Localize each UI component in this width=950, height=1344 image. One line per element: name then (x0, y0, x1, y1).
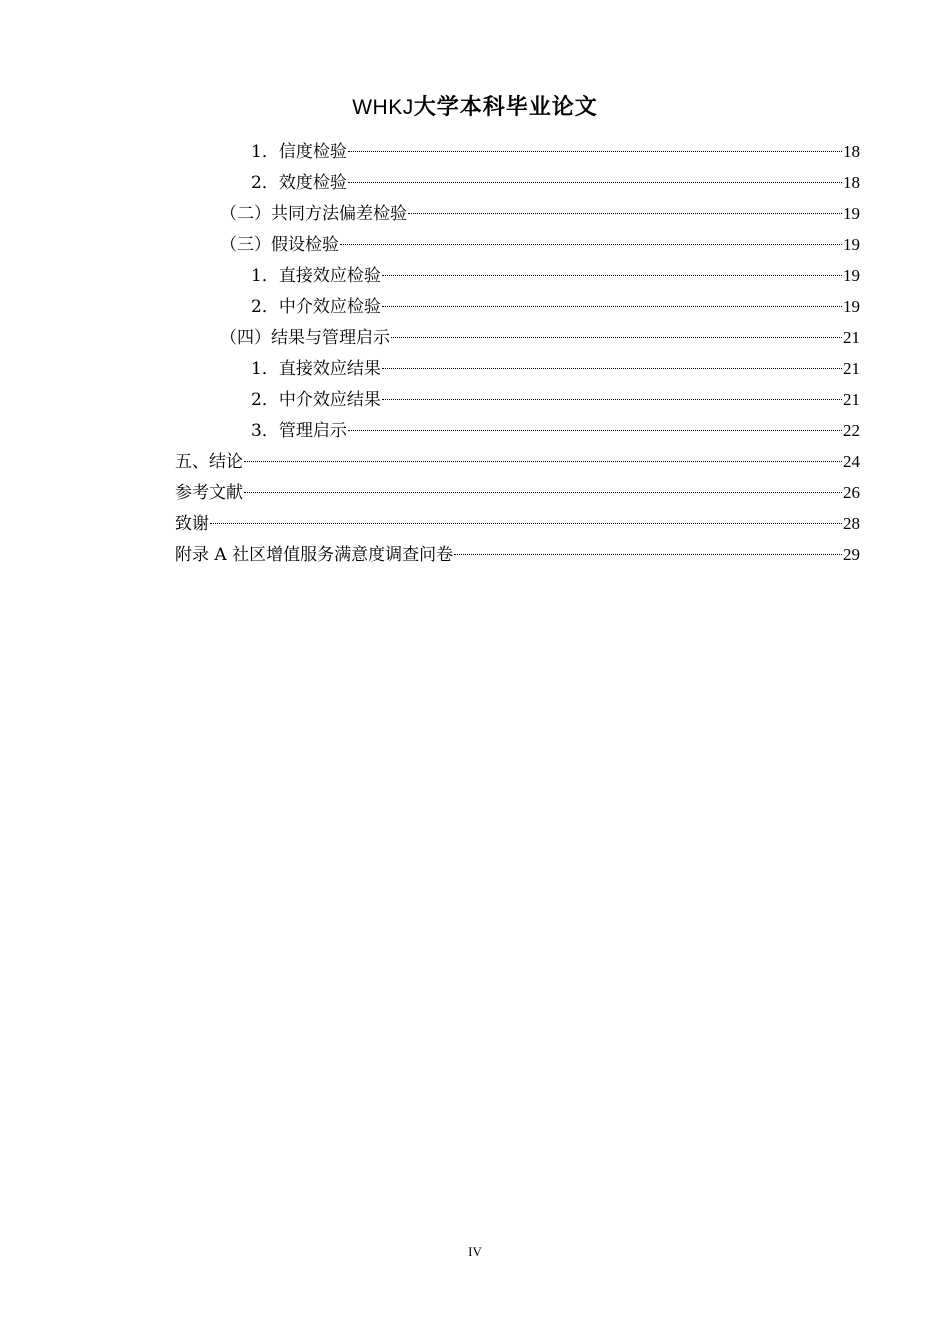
toc-entry-title: （三）假设检验 (220, 235, 339, 255)
toc-entry-page: 18 (843, 142, 860, 161)
toc-entry[interactable] (175, 136, 860, 167)
toc-dot-leader (244, 491, 842, 493)
toc-entry[interactable] (175, 446, 860, 477)
header-title: 大学本科毕业论文 (413, 94, 598, 120)
toc-dot-leader (244, 460, 842, 462)
toc-dot-leader (348, 181, 842, 183)
toc-entry[interactable] (175, 322, 860, 353)
toc-entry-title: （四）结果与管理启示 (220, 328, 390, 348)
toc-entry-page: 21 (843, 359, 860, 378)
toc-entry[interactable] (175, 229, 860, 260)
toc-dot-leader (382, 367, 842, 369)
toc-entry-page: 29 (843, 545, 860, 564)
toc-entry-title: 2．效度检验 (251, 173, 347, 193)
toc-entry-page: 18 (843, 173, 860, 192)
toc-dot-leader (454, 553, 842, 555)
page-header (0, 93, 950, 122)
toc-entry[interactable] (175, 539, 860, 570)
toc-dot-leader (348, 429, 842, 431)
toc-entry-page: 26 (843, 483, 860, 502)
toc-entry[interactable] (175, 353, 860, 384)
toc-dot-leader (340, 243, 842, 245)
toc-entry-title: 参考文献 (175, 483, 243, 503)
toc-entry-title: 1．信度检验 (251, 142, 347, 162)
toc-entry[interactable] (175, 167, 860, 198)
toc-entry-page: 19 (843, 235, 860, 254)
toc-entry[interactable] (175, 477, 860, 508)
toc-entry-title: 2．中介效应检验 (251, 297, 381, 317)
toc-dot-leader (382, 398, 842, 400)
toc-entry-page: 28 (843, 514, 860, 533)
toc-entry[interactable] (175, 198, 860, 229)
toc-dot-leader (382, 305, 842, 307)
toc-entry[interactable] (175, 415, 860, 446)
toc-entry-page: 24 (843, 452, 860, 471)
toc-dot-leader (210, 522, 842, 524)
toc-dot-leader (382, 274, 842, 276)
toc-entry[interactable] (175, 260, 860, 291)
toc-entry-page: 22 (843, 421, 860, 440)
toc-entry-page: 19 (843, 204, 860, 223)
toc-dot-leader (348, 150, 842, 152)
toc-entry-title: （二）共同方法偏差检验 (220, 204, 407, 224)
toc-entry-title: 1．直接效应检验 (251, 266, 381, 286)
toc-dot-leader (391, 336, 842, 338)
table-of-contents (175, 136, 860, 570)
toc-entry-title: 2．中介效应结果 (251, 390, 381, 410)
page-number: IV (468, 1244, 482, 1259)
toc-entry-page: 21 (843, 328, 860, 347)
toc-entry[interactable] (175, 508, 860, 539)
toc-entry-page: 21 (843, 390, 860, 409)
toc-entry[interactable] (175, 384, 860, 415)
toc-entry-page: 19 (843, 297, 860, 316)
toc-entry-title: 3．管理启示 (251, 421, 347, 441)
toc-entry-title: 1．直接效应结果 (251, 359, 381, 379)
toc-dot-leader (408, 212, 842, 214)
toc-entry[interactable] (175, 291, 860, 322)
toc-entry-title: 附录 A 社区增值服务满意度调查问卷 (175, 545, 454, 565)
toc-entry-page: 19 (843, 266, 860, 285)
toc-entry-title: 致谢 (175, 514, 209, 534)
header-prefix: WHKJ (352, 96, 414, 119)
toc-entry-title: 五、结论 (175, 452, 243, 472)
